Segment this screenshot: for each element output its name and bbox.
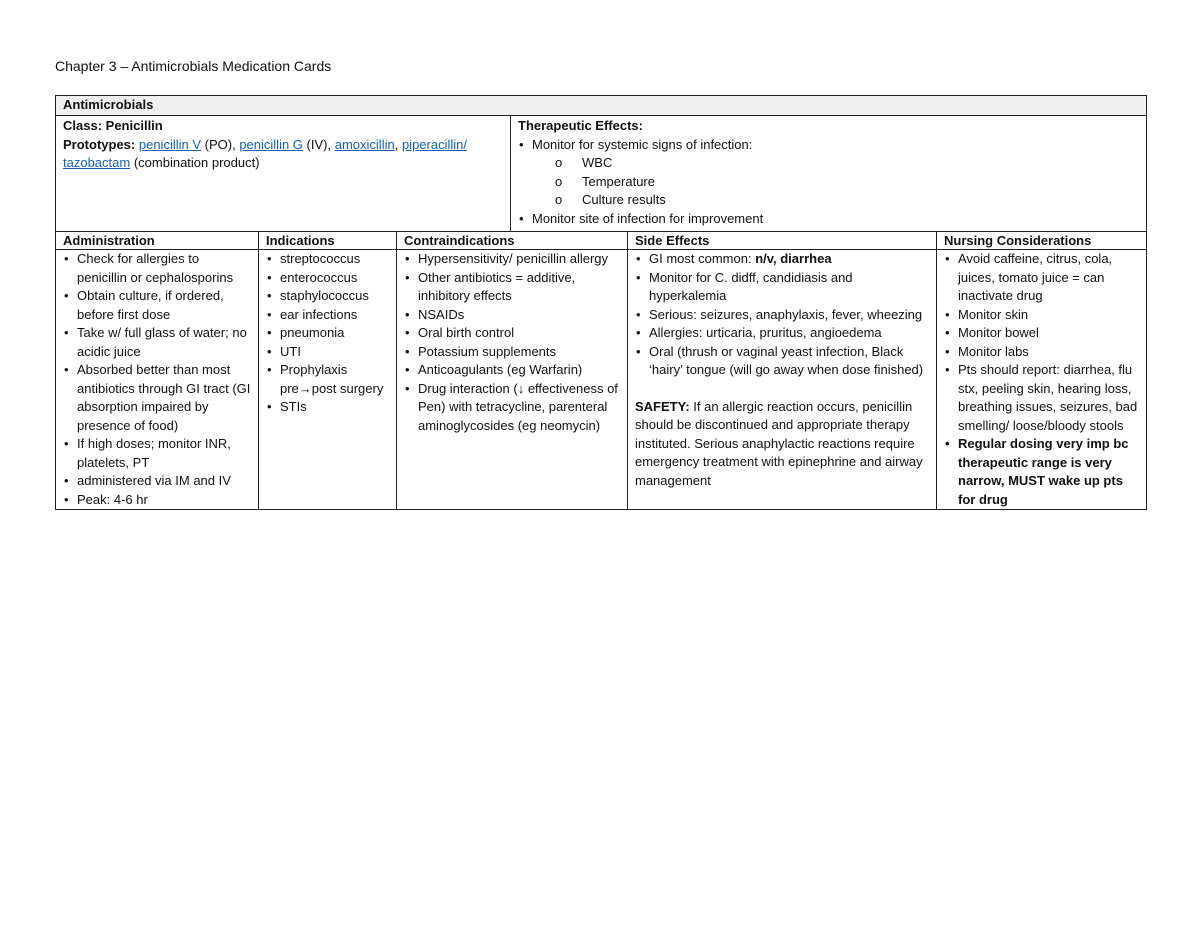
therapeutic-list: [518, 136, 1139, 229]
safety-note: [635, 398, 929, 491]
list-item: • Oral birth control: [404, 324, 620, 343]
route-iv: (IV),: [306, 136, 332, 152]
route-po: (PO),: [204, 136, 236, 152]
drug-link-piperacillin-tazobactam[interactable]: piperacillin/ tazobactam: [63, 136, 467, 170]
list-item: • Monitor skin: [944, 306, 1139, 325]
list-item: • Obtain culture, if ordered, before first dose: [63, 287, 251, 324]
page-title: Chapter 3 – Antimicrobials Medication Cards: [55, 58, 332, 74]
list-item: • NSAIDs: [404, 306, 620, 325]
column-header-indications: Indications: [259, 232, 397, 250]
list-item: • Oral (thrush or vaginal yeast infection, Black ‘hairy’ tongue (will go away when dose finished): [635, 343, 929, 380]
class-line: [63, 117, 503, 136]
list-item: • streptococcus: [266, 250, 389, 269]
list-item: • Regular dosing very imp bc therapeutic range is very narrow, MUST wake up pts for drug: [944, 435, 1139, 509]
list-item: [518, 136, 1139, 210]
list-item: • administered via IM and IV: [63, 472, 251, 491]
list-item: • enterococcus: [266, 269, 389, 288]
nursing-cell: [937, 250, 1147, 510]
prototypes-line: [63, 136, 503, 173]
column-header-nursing: Nursing Considerations: [937, 232, 1147, 250]
prototypes-label: Prototypes:: [63, 136, 136, 152]
list-item: • pneumonia: [266, 324, 389, 343]
drug-link-amoxicillin[interactable]: amoxicillin: [334, 136, 395, 152]
administration-list: [63, 250, 251, 509]
drug-link-penicillin-v[interactable]: penicillin V: [138, 136, 202, 152]
administration-cell: [56, 250, 259, 510]
gi-bold: n/v, diarrhea: [755, 251, 832, 266]
medication-card-table: [55, 95, 1147, 510]
class-label: Class:: [63, 118, 103, 133]
list-item: • staphylococcus: [266, 287, 389, 306]
list-item: • Potassium supplements: [404, 343, 620, 362]
safety-label: SAFETY:: [635, 398, 690, 414]
list-item: • Absorbed better than most antibiotics through GI tract (GI absorption impaired by presence of food): [63, 361, 251, 435]
list-item: • UTI: [266, 343, 389, 362]
class-value: Penicillin: [105, 118, 163, 133]
list-item: o Culture results: [582, 191, 1139, 210]
list-item: • Anticoagulants (eg Warfarin): [404, 361, 620, 380]
list-item: • ear infections: [266, 306, 389, 325]
list-item: • Monitor bowel: [944, 324, 1139, 343]
list-item: • Hypersensitivity/ penicillin allergy: [404, 250, 620, 269]
list-item: • Monitor for C. didff, candidiasis and hyperkalemia: [635, 269, 929, 306]
therapeutic-effects-cell: [511, 116, 1147, 232]
combination-note: (combination product): [133, 155, 260, 170]
list-item: • Prophylaxis pre→post surgery: [266, 361, 389, 398]
column-header-side-effects: Side Effects: [628, 232, 937, 250]
safety-text: If an allergic reaction occurs, penicillin should be discontinued and appropriate therapy instituted. Serious anaphylactic reactions require emergency treatment with epinephrine and airway management: [635, 398, 923, 488]
column-header-contraindications: Contraindications: [397, 232, 628, 250]
therapeutic-bullet-text: Monitor for systemic signs of infection:: [532, 136, 753, 152]
column-header-administration: Administration: [56, 232, 259, 250]
indications-list: [266, 250, 389, 417]
list-item: o WBC: [582, 154, 1139, 173]
list-item: • Drug interaction (↓ effectiveness of Pen) with tetracycline, parenteral aminoglycosides (eg neomycin): [404, 380, 620, 436]
nursing-list: [944, 250, 1139, 509]
list-item: o Temperature: [582, 173, 1139, 192]
indications-cell: [259, 250, 397, 510]
side-effects-cell: [628, 250, 937, 510]
drug-link-penicillin-g[interactable]: penicillin G: [239, 136, 303, 152]
list-item: • Peak: 4-6 hr: [63, 491, 251, 510]
therapeutic-heading: Therapeutic Effects:: [518, 118, 643, 133]
contraindications-cell: [397, 250, 628, 510]
list-item: [635, 250, 929, 269]
list-item: • STIs: [266, 398, 389, 417]
infection-signs-list: [532, 154, 1139, 210]
list-item: • Monitor site of infection for improvement: [518, 210, 1139, 229]
side-effects-list: [635, 250, 929, 380]
class-cell: [56, 116, 511, 232]
list-item: • Serious: seizures, anaphylaxis, fever, wheezing: [635, 306, 929, 325]
separator: ,: [394, 136, 399, 152]
list-item: • Monitor labs: [944, 343, 1139, 362]
list-item: • Check for allergies to penicillin or cephalosporins: [63, 250, 251, 287]
list-item: • Take w/ full glass of water; no acidic juice: [63, 324, 251, 361]
list-item: • If high doses; monitor INR, platelets, PT: [63, 435, 251, 472]
list-item: • Other antibiotics = additive, inhibitory effects: [404, 269, 620, 306]
section-header: Antimicrobials: [56, 96, 1147, 116]
contraindications-list: [404, 250, 620, 435]
gi-prefix: GI most common:: [649, 251, 756, 266]
list-item: • Pts should report: diarrhea, flu stx, peeling skin, hearing loss, breathing issues, seizures, bad smelling/ loose/bloody stools: [944, 361, 1139, 435]
list-item: • Avoid caffeine, citrus, cola, juices, tomato juice = can inactivate drug: [944, 250, 1139, 306]
list-item: • Allergies: urticaria, pruritus, angioedema: [635, 324, 929, 343]
